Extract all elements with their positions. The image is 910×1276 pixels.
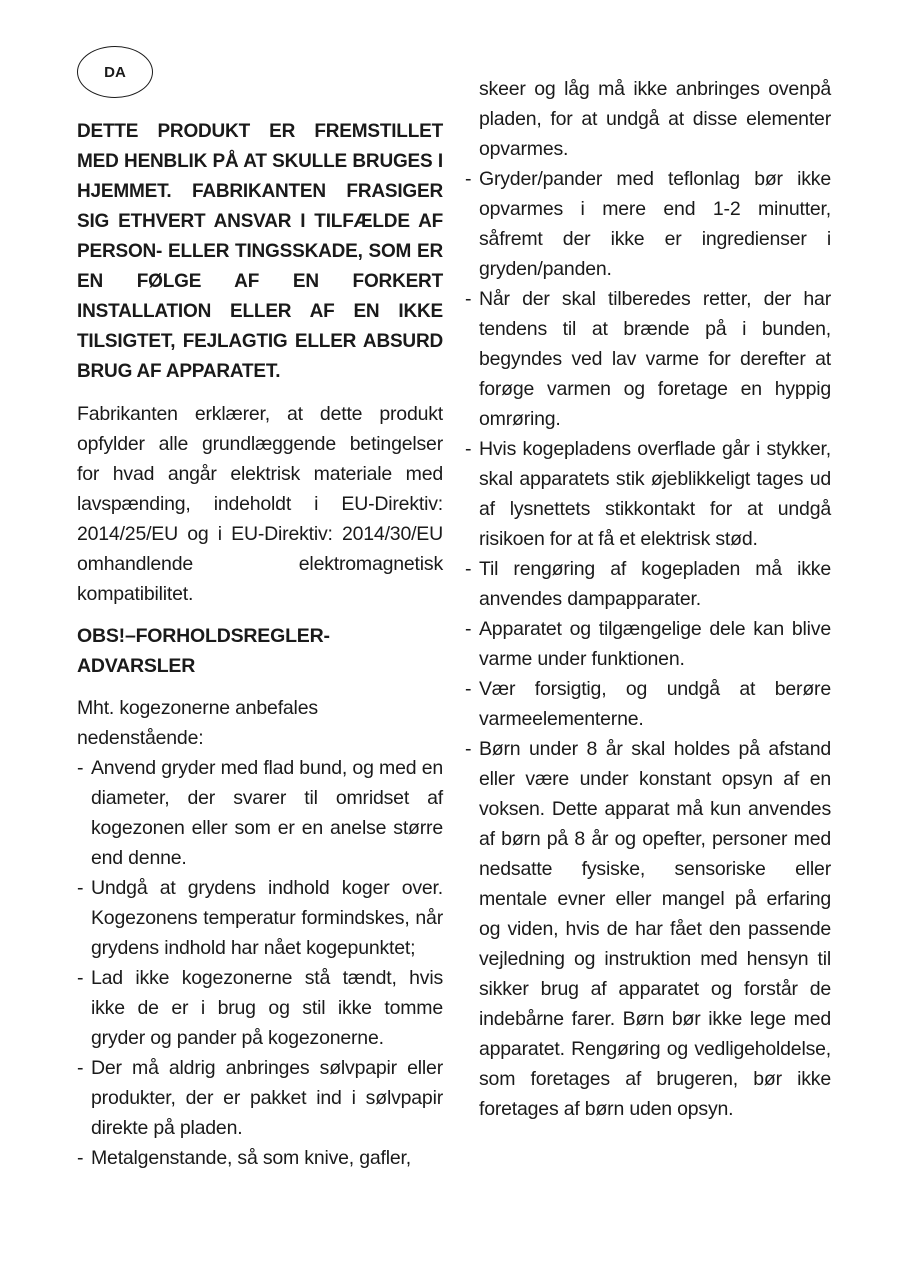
left-list [77,753,443,1173]
list-item: - Der må aldrig anbringes sølvpapir eller produkter, der er pakket ind i sølvpapir direkte på pladen. [77,1053,443,1143]
list-item: - Undgå at grydens indhold koger over. Kogezonens temperatur formindskes, når grydens indhold har nået kogepunktet; [77,873,443,963]
list-item: - Vær forsigtig, og undgå at berøre varmeelementerne. [465,674,831,734]
language-badge: DA [77,46,153,98]
list-item-continuation: skeer og låg må ikke anbringes ovenpå pladen, for at undgå at disse elementer opvarmes. [479,78,831,160]
list-item: - Børn under 8 år skal holdes på afstand eller være under konstant opsyn af en voksen. Dette apparat må kun anvendes af børn på 8 år og opefter, personer med nedsatte fysiske, sensoriske eller mentale evner eller mangel på erfaring og viden, hvis de har fået den passende vejledning og instruktion med hensyn til sikker brug af apparatet og forstår de indebårne farer. Børn bør ikke lege med apparatet. Rengøring og vedligeholdelse, som foretages af brugeren, bør ikke foretages af børn uden opsyn. [465,734,831,1124]
list-item: - Når der skal tilberedes retter, der har tendens til at brænde på i bunden, begyndes ved lav varme for derefter at forøge varmen og foretage en hyppig omrøring. [465,284,831,434]
left-column [77,117,443,1173]
list-item: - Apparatet og tilgængelige dele kan blive varme under funktionen. [465,614,831,674]
list-item: - Gryder/pander med teflonlag bør ikke opvarmes i mere end 1-2 minutter, såfremt der ikke er ingredienser i gryden/panden. [465,164,831,284]
list-item: - Metalgenstande, så som knive, gafler, [77,1143,443,1173]
right-list [465,74,831,1124]
list-item: - Lad ikke kogezonerne stå tændt, hvis ikke de er i brug og stil ikke tomme gryder og pander på kogezonerne. [77,963,443,1053]
section-title: OBS!–FORHOLDSREGLER-ADVARSLER [77,625,330,677]
declaration-paragraph: Fabrikanten erklærer, at dette produkt opfylder alle grundlæggende betingelser for hvad angår elektrisk materiale med lavspænding, indeholdt i EU-Direktiv: 2014/25/EU og i EU-Direktiv: 2014/30/EU omhandlende elektromagnetisk kompatibilitet. [77,403,443,605]
warning-heading: DETTE PRODUKT ER FREMSTILLET MED HENBLIK PÅ AT SKULLE BRUGES I HJEMMET. FABRIKANTEN FRASIGER SIG ETHVERT ANSVAR I TILFÆLDE AF PERSON- ELLER TINGSSKADE, SOM ER EN FØLGE AF EN FORKERT INSTALLATION ELLER AF EN IKKE TILSIGTET, FEJLAGTIG ELLER ABSURD BRUG AF APPARATET. [77,121,443,382]
list-item: - Til rengøring af kogepladen må ikke anvendes dampapparater. [465,554,831,614]
right-column [465,74,831,1124]
list-item: - Anvend gryder med flad bund, og med en diameter, der svarer til omridset af kogezonen eller som er en anelse større end denne. [77,753,443,873]
intro-paragraph: Mht. kogezonerne anbefales nedenstående: [77,697,318,749]
list-item: - Hvis kogepladens overflade går i stykker, skal apparatets stik øjeblikkeligt tages ud af lysnettets stikkontakt for at undgå risikoen for at få et elektrisk stød. [465,434,831,554]
